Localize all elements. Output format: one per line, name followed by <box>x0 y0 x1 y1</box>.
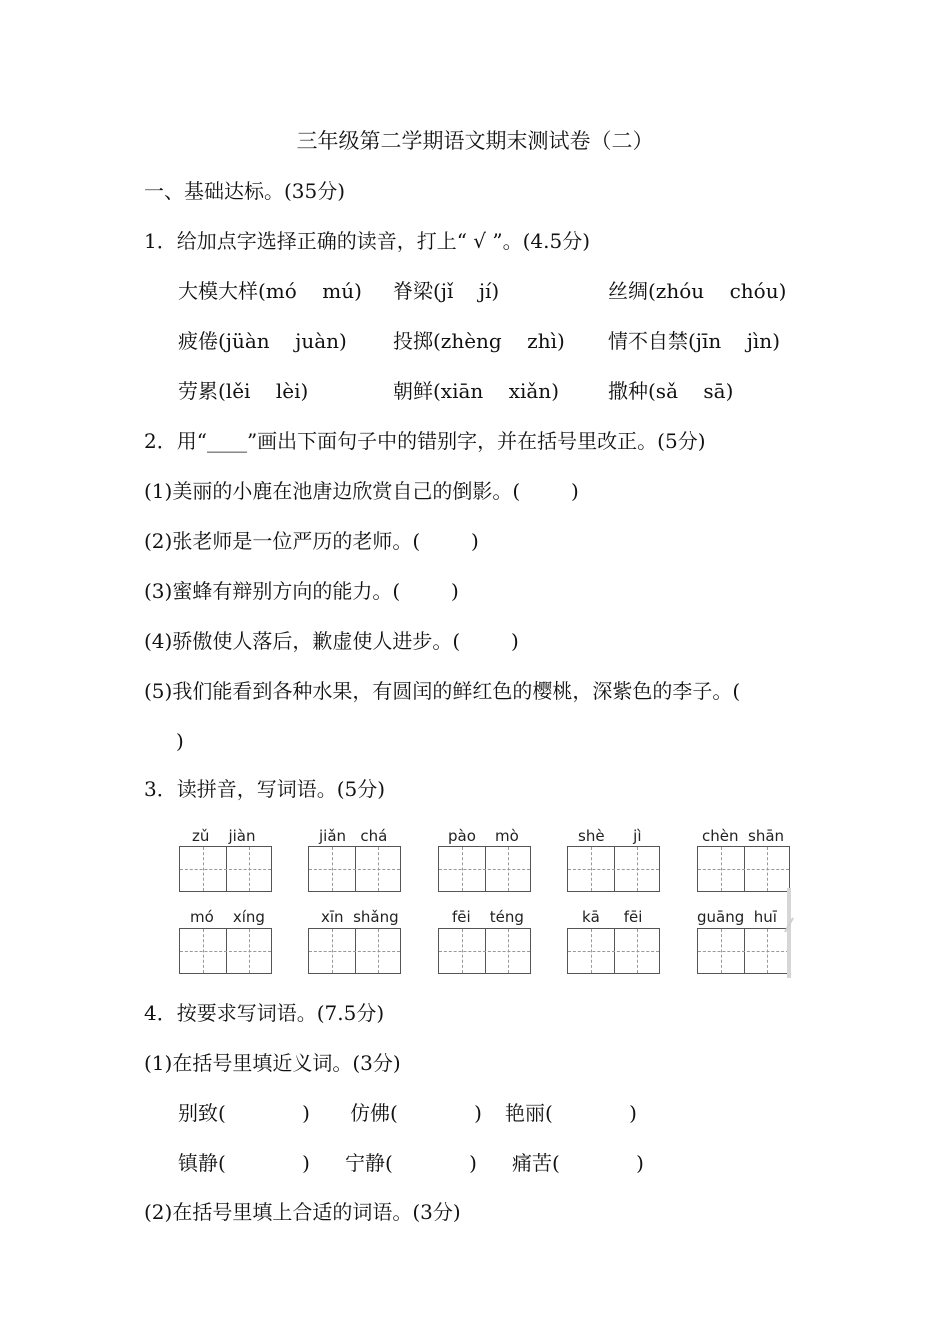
q1-option: 投掷(zhèng zhì) <box>393 329 565 353</box>
question-1-heading: 1．给加点字选择正确的读音，打上“ √ ”。(4.5分) <box>144 229 591 253</box>
writing-grid[interactable] <box>179 846 272 892</box>
q1-option: 脊梁(jǐ jí) <box>393 279 500 303</box>
q2-item: (1)美丽的小鹿在池唐边欣赏自己的倒影。( ) <box>144 479 579 503</box>
q1-option: 大模大样(mó mú) <box>178 279 362 303</box>
pinyin-label: zǔ jiàn <box>192 827 256 845</box>
synonym-blank[interactable]: 艳丽( ) <box>505 1101 637 1125</box>
synonym-blank[interactable]: 仿佛( ) <box>350 1101 482 1125</box>
synonym-blank[interactable]: 宁静( ) <box>345 1151 477 1175</box>
pinyin-label: chèn shān <box>702 827 785 845</box>
q2-item: (2)张老师是一位严历的老师。( ) <box>144 529 479 553</box>
pinyin-label: guāng huī <box>697 908 777 926</box>
q2-item: (3)蜜蜂有辩别方向的能力。( ) <box>144 579 459 603</box>
q2-item-continuation: ) <box>176 729 184 753</box>
synonym-blank[interactable]: 痛苦( ) <box>512 1151 644 1175</box>
pinyin-label: pào mò <box>448 827 519 845</box>
writing-grid[interactable] <box>567 846 660 892</box>
pinyin-label: shè jì <box>578 827 642 845</box>
q1-option: 劳累(lěi lèi) <box>178 379 309 403</box>
synonym-blank[interactable]: 镇静( ) <box>178 1151 310 1175</box>
writing-grid[interactable] <box>438 928 531 974</box>
q4-subheading-synonyms: (1)在括号里填近义词。(3分) <box>144 1051 401 1075</box>
q1-option: 丝绸(zhóu chóu) <box>608 279 787 303</box>
writing-grid[interactable] <box>438 846 531 892</box>
writing-grid[interactable] <box>697 846 790 892</box>
question-3-heading: 3．读拼音，写词语。(5分) <box>144 777 386 801</box>
q4-subheading-fill-words: (2)在括号里填上合适的词语。(3分) <box>144 1200 461 1224</box>
pinyin-label: xīn shǎng <box>321 908 399 926</box>
writing-grid[interactable] <box>697 928 790 974</box>
q2-item: (5)我们能看到各种水果，有圆闰的鲜红色的樱桃，深紫色的李子。( <box>144 679 741 703</box>
pinyin-label: kā fēi <box>582 908 643 926</box>
synonym-blank[interactable]: 别致( ) <box>178 1101 310 1125</box>
page-title: 三年级第二学期语文期末测试卷（二） <box>296 129 654 153</box>
q1-option: 朝鲜(xiān xiǎn) <box>393 379 559 403</box>
q1-option: 情不自禁(jīn jìn) <box>608 329 780 353</box>
question-4-heading: 4．按要求写词语。(7.5分) <box>144 1001 385 1025</box>
writing-grid[interactable] <box>567 928 660 974</box>
q1-option: 撒种(sǎ sā) <box>608 379 734 403</box>
scan-artifact <box>784 888 794 978</box>
section-heading-basics: 一、基础达标。(35分) <box>144 179 346 203</box>
q1-option: 疲倦(jüàn juàn) <box>178 329 347 353</box>
writing-grid[interactable] <box>308 928 401 974</box>
q2-item: (4)骄傲使人落后，歉虚使人进步。( ) <box>144 629 519 653</box>
pinyin-label: mó xíng <box>190 908 265 926</box>
question-2-heading: 2．用“____”画出下面句子中的错别字，并在括号里改正。(5分) <box>144 429 706 453</box>
writing-grid[interactable] <box>308 846 401 892</box>
writing-grid[interactable] <box>179 928 272 974</box>
pinyin-label: fēi téng <box>452 908 524 926</box>
pinyin-label: jiǎn chá <box>319 827 388 845</box>
